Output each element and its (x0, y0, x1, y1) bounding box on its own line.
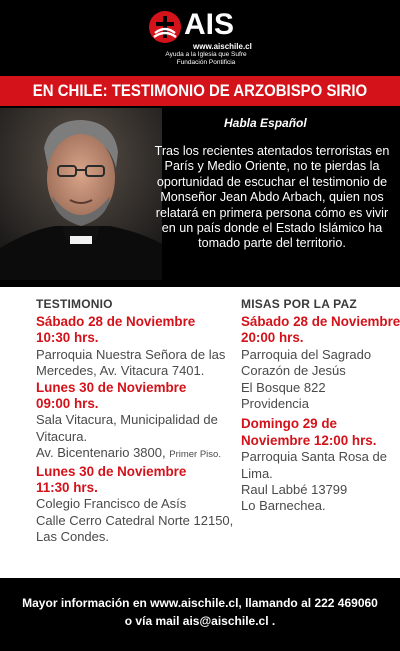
event-address: Calle Cerro Catedral Norte 12150, Las Condes. (36, 512, 234, 545)
header-foundation: Fundación Pontificia (176, 59, 236, 66)
address-note: Primer Piso. (169, 449, 221, 461)
event-time: 10:30 hrs. (36, 330, 99, 346)
page-title: EN CHILE: TESTIMONIO DE ARZOBISPO SIRIO (32, 81, 368, 100)
testimonio-column (36, 297, 236, 546)
mass-address: El Bosque 822 (241, 379, 326, 395)
mass-time: 20:00 hrs. (241, 330, 304, 346)
address-text: Av. Bicentenario 3800, (36, 445, 166, 461)
footer-contact-line[interactable]: Mayor información en www.aischile.cl, llamando al 222 469060 (22, 596, 378, 610)
event-place: Parroquia Nuestra Señora de las Mercedes, Av. Vitacura 7401. (36, 346, 226, 379)
event-date: Lunes 30 de Noviembre (36, 463, 187, 479)
title-bar (0, 76, 400, 106)
event-address (36, 445, 236, 463)
misas-heading: MISAS POR LA PAZ (241, 297, 357, 311)
header-tagline: Ayuda a la Iglesia que Sufre (165, 51, 247, 58)
intro-paragraph: Tras los recientes atentados terroristas en París y Medio Oriente, no te pierdas la oportunidad de escuchar el testimonio de Monseñor Jean Abdo Arbach, quien nos relatará en primera persona cómo es vivir en un país donde el Estado Islámico ha tomado parte del territorio. (154, 144, 390, 251)
ais-logo[interactable] (149, 8, 259, 69)
cross-in-circle-icon (149, 11, 181, 43)
brand-name: AIS (184, 8, 235, 41)
header-url: www.aischile.cl (193, 42, 252, 51)
mass-datetime: Domingo 29 de Noviembre 12:00 hrs. (241, 416, 377, 448)
event-date: Lunes 30 de Noviembre (36, 379, 187, 395)
testimonio-heading: TESTIMONIO (36, 297, 113, 311)
mass-address: Raul Labbé 13799 (241, 482, 348, 498)
mass-city: Lo Barnechea. (241, 498, 326, 514)
event-date: Sábado 28 de Noviembre (36, 314, 196, 329)
info-panel (0, 287, 400, 578)
header (0, 0, 400, 73)
footer (0, 578, 400, 651)
footer-email-line[interactable]: o vía mail ais@aischile.cl . (124, 614, 276, 628)
mass-city: Providencia (241, 396, 309, 412)
mass-date: Sábado 28 de Noviembre (241, 314, 400, 329)
event-time: 11:30 hrs. (36, 480, 98, 496)
event-place: Colegio Francisco de Asís (36, 496, 187, 512)
archbishop-photo (0, 108, 162, 280)
mass-place: Parroquia Santa Rosa de Lima. (241, 449, 387, 481)
mass-place: Parroquia del Sagrado Corazón de Jesús (241, 346, 372, 379)
event-place: Sala Vitacura, Municipalidad de Vitacura. (36, 412, 218, 444)
language-note: Habla Español (224, 116, 307, 130)
misas-column (241, 297, 400, 515)
event-time: 09:00 hrs. (36, 396, 99, 412)
